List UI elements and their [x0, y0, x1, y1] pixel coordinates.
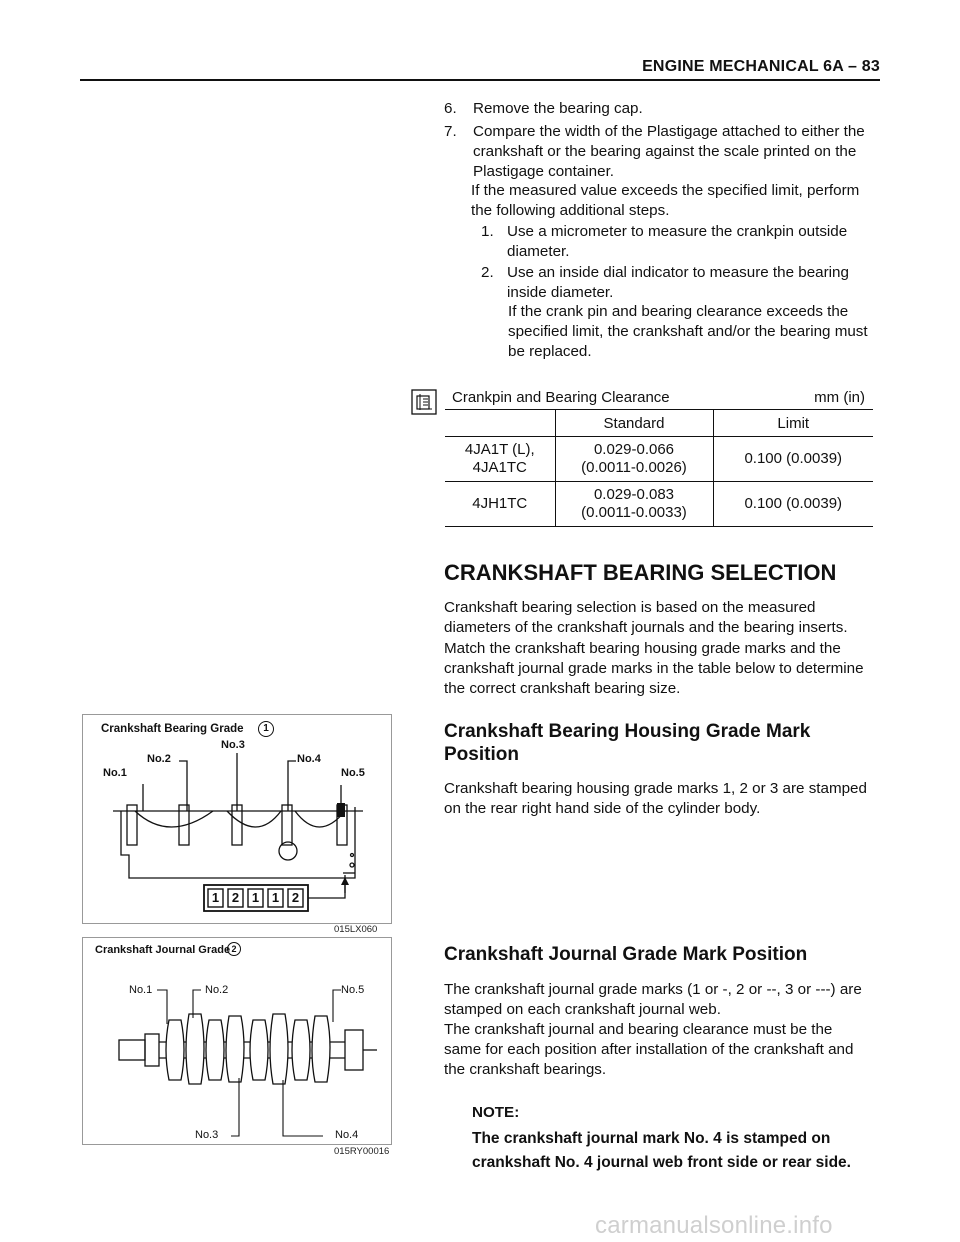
header-rule — [80, 79, 880, 81]
substep-note-line: specified limit, the crankshaft and/or the bearing must — [508, 323, 868, 340]
paragraph-line: The crankshaft journal and bearing clearance must be the — [444, 1021, 833, 1038]
figure-2-code: 015RY00016 — [334, 1146, 390, 1157]
spec-table — [445, 385, 873, 527]
paragraph-line: Match the crankshaft bearing housing grade marks and the — [444, 640, 841, 657]
paragraph-line: Crankshaft bearing housing grade marks 1, 2 or 3 are stamped — [444, 780, 867, 797]
label-no5: No.5 — [341, 984, 365, 996]
section-title: CRANKSHAFT BEARING SELECTION — [444, 560, 837, 585]
substep-2-text — [507, 263, 887, 303]
paragraph-line: diameters of the crankshaft journals and the bearing inserts. — [444, 619, 848, 636]
watermark: carmanualsonline.info — [595, 1212, 833, 1239]
model-cell: 4JH1TC — [445, 482, 555, 527]
label-no4: No.4 — [335, 1129, 359, 1141]
label-no1: No.1 — [129, 984, 153, 996]
bearing-grade-figure — [82, 714, 392, 924]
paragraph-line: crankshaft journal grade marks in the table below to determine — [444, 660, 864, 677]
step-6-text: Remove the bearing cap. — [473, 100, 643, 117]
note-text — [472, 1127, 892, 1175]
model-line: 4JA1TC — [472, 459, 527, 476]
step-7-note — [471, 181, 891, 221]
label-no3: No.3 — [195, 1129, 219, 1141]
note-label: NOTE: — [472, 1104, 520, 1121]
step-7-text — [473, 122, 893, 182]
substep-2-number: 2. — [481, 264, 494, 281]
table-row — [445, 437, 873, 482]
housing-heading — [444, 720, 884, 766]
standard-cell — [555, 482, 713, 527]
grade-digit: 2 — [291, 890, 300, 905]
substep-line: inside diameter. — [507, 284, 614, 301]
label-no4: No.4 — [297, 753, 321, 765]
figure-1-badge: 1 — [258, 721, 274, 737]
step-7-line: Compare the width of the Plastigage attached to either the — [473, 123, 865, 140]
paragraph-line: Crankshaft bearing selection is based on the measured — [444, 599, 816, 616]
note-line: crankshaft No. 4 journal web front side or rear side. — [472, 1154, 851, 1171]
limit-cell: 0.100 (0.0039) — [713, 482, 873, 527]
heading-line: Position — [444, 744, 519, 765]
step-6-number: 6. — [444, 100, 457, 117]
column-header-limit: Limit — [713, 410, 873, 437]
specification-icon — [411, 389, 437, 420]
heading-line: Crankshaft Bearing Housing Grade Mark — [444, 721, 811, 742]
substep-1-text — [507, 222, 887, 262]
grade-digit: 2 — [231, 890, 240, 905]
figure-2-caption: Crankshaft Journal Grade — [95, 944, 231, 956]
paragraph-line: on the rear right hand side of the cylinder body. — [444, 800, 761, 817]
paragraph-line: the crankshaft bearings. — [444, 1061, 607, 1078]
step-7-line: Plastigage container. — [473, 163, 615, 180]
label-no2: No.2 — [147, 753, 171, 765]
spec-table-container — [445, 385, 873, 527]
label-no5: No.5 — [341, 767, 365, 779]
note-line: the following additional steps. — [471, 202, 670, 219]
grade-digit: 1 — [211, 890, 220, 905]
journal-paragraph-1 — [444, 980, 884, 1020]
standard-line: 0.029-0.066 — [593, 441, 675, 458]
substep-line: Use an inside dial indicator to measure the bearing — [507, 264, 849, 281]
standard-line: (0.0011-0.0033) — [581, 504, 687, 521]
model-cell — [445, 437, 555, 482]
standard-cell — [555, 437, 713, 482]
standard-line: 0.029-0.083 — [593, 486, 675, 503]
label-no3: No.3 — [221, 739, 245, 751]
paragraph-line: The crankshaft journal grade marks (1 or -, 2 or --, 3 or ---) are — [444, 981, 862, 998]
column-header-standard: Standard — [555, 410, 713, 437]
model-line: 4JA1T (L), — [464, 441, 535, 458]
note-line: If the measured value exceeds the specified limit, perform — [471, 182, 860, 199]
label-no2: No.2 — [205, 984, 229, 996]
note-line: The crankshaft journal mark No. 4 is stamped on — [472, 1130, 831, 1147]
substep-1-number: 1. — [481, 223, 494, 240]
journal-paragraph-2 — [444, 1020, 884, 1080]
section-paragraph-2 — [444, 639, 884, 699]
crankshaft-diagram — [83, 938, 391, 1144]
limit-cell: 0.100 (0.0039) — [713, 437, 873, 482]
spec-table-caption: Crankpin and Bearing Clearance — [445, 385, 713, 410]
journal-heading: Crankshaft Journal Grade Mark Position — [444, 944, 808, 965]
substep-2-note — [508, 302, 888, 362]
journal-grade-figure — [82, 937, 392, 1145]
paragraph-line: stamped on each crankshaft journal web. — [444, 1001, 721, 1018]
substep-note-line: be replaced. — [508, 343, 592, 360]
step-7-line: crankshaft or the bearing against the scale printed on the — [473, 143, 857, 160]
figure-1-code: 015LX060 — [334, 924, 378, 935]
substep-note-line: If the crank pin and bearing clearance exceeds the — [508, 303, 849, 320]
label-no1: No.1 — [103, 767, 127, 779]
substep-line: diameter. — [507, 243, 570, 260]
grade-digit: 1 — [271, 890, 280, 905]
substep-line: Use a micrometer to measure the crankpin outside — [507, 223, 848, 240]
figure-1-caption: Crankshaft Bearing Grade — [101, 723, 244, 735]
paragraph-line: the correct crankshaft bearing size. — [444, 680, 681, 697]
grade-digit: 1 — [251, 890, 260, 905]
housing-paragraph — [444, 779, 884, 819]
table-row — [445, 482, 873, 527]
section-paragraph-1 — [444, 598, 884, 638]
step-7-number: 7. — [444, 123, 457, 140]
figure-2-badge: 2 — [227, 942, 241, 956]
spec-table-corner — [445, 410, 555, 437]
paragraph-line: same for each position after installation of the crankshaft and — [444, 1041, 854, 1058]
standard-line: (0.0011-0.0026) — [581, 459, 687, 476]
page-header-title: ENGINE MECHANICAL 6A – 83 — [642, 58, 880, 75]
spec-table-unit: mm (in) — [713, 385, 873, 410]
